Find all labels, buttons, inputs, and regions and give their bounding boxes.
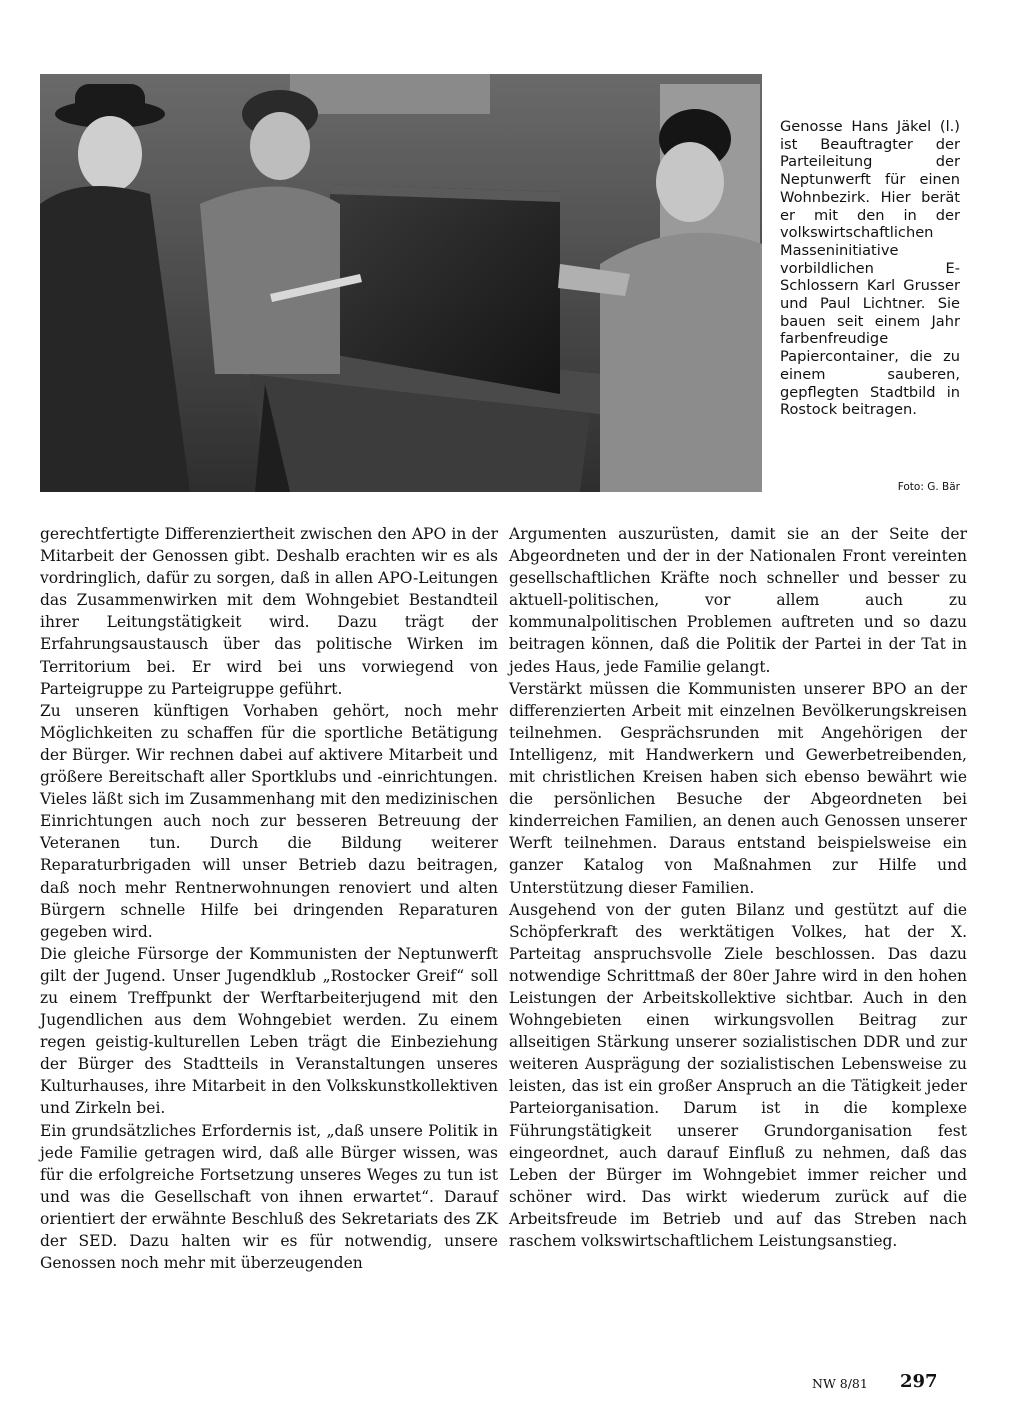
article-photo (40, 74, 762, 492)
page-number: 297 (900, 1371, 938, 1392)
left-paragraph-1: gerechtfertigte Differenziertheit zwischen den APO in der Mitarbeit der Genossen gibt. Deshalb erachten wir es als vordringlich, dafür zu sorgen, daß in allen APO-Leitungen das Zusammenwirken mit dem Wohngebiet Bestandteil ihrer Leitungstätigkeit wird. Dazu trägt der Erfahrungsaustausch über das politische Wirken im Territorium bei. Er wird bei uns vorwiegend von Parteigruppe zu Parteigruppe geführt. (40, 525, 498, 698)
right-paragraph-2: Verstärkt müssen die Kommunisten unserer BPO an der differenzierten Arbeit mit einzelnen Bevölkerungskreisen teilnehmen. Gesprächsrunden mit Angehörigen der Intelligenz, mit Handwerkern und Gewerbetreibenden, mit christlichen Kreisen haben sich ebenso bewährt wie die persönlichen Besuche der Abgeordneten bei kinderreichen Familien, an denen auch Genossen unserer Werft teilnehmen. Daraus entstand beispielsweise ein ganzer Katalog von Maßnahmen zur Hilfe und Unterstützung dieser Familien. (509, 679, 967, 897)
photo-credit: Foto: G. Bär (897, 481, 960, 493)
photo-caption (780, 118, 960, 419)
right-paragraph-3: Ausgehend von der guten Bilanz und gestützt auf die Schöpferkraft des werktätigen Volkes, hat der X. Parteitag anspruchsvolle Ziele beschlossen. Das dazu notwendige Schrittmaß der 80er Jahre wird in den hohen Leistungen der Arbeitskollektive sichtbar. Auch in den Wohngebieten einen wirkungsvollen Beitrag zur allseitigen Stärkung unserer sozialistischen DDR und zur weiteren Ausprägung der sozialistischen Lebensweise zu leisten, das ist ein großer Anspruch an die Tätigkeit jeder Parteiorganisation. Darum ist in die komplexe Führungstätigkeit unserer Grundorganisation fest eingeordnet, auch darauf Einfluß zu nehmen, daß das Leben der Bürger im Wohngebiet immer reicher und schöner wird. Das wirkt wiederum zurück auf die Arbeitsfreude im Betrieb und auf das Streben nach raschem volkswirtschaftlichem Leistungsanstieg. (509, 900, 967, 1250)
left-paragraph-4: Ein grundsätzliches Erfordernis ist, „daß unsere Politik in jede Familie getragen wird, daß alle Bürger wissen, was für die erfolgreiche Fortsetzung unseres Weges zu tun ist und was die Gesellschaft von ihnen erwartet“. Darauf orientiert der erwähnte Beschluß des Sekretariats des ZK der SED. Dazu halten wir es für notwendig, unsere Genossen noch mehr mit überzeugenden (40, 1121, 498, 1273)
photo-caption-text: Genosse Hans Jäkel (l.) ist Beauftragter der Parteileitung der Neptunwerft für einen Wohnbezirk. Hier berät er mit den in der volkswirtschaftlichen Masseninitiative vorbildlichen E-Schlossern Karl Grusser und Paul Lichtner. Sie bauen seit einem Jahr farbenfreudige Papiercontainer, die zu einem sauberen, gepflegten Stadtbild in Rostock beitragen. (780, 118, 960, 419)
left-paragraph-2: Zu unseren künftigen Vorhaben gehört, noch mehr Möglichkeiten zu schaffen für die sportliche Betätigung der Bürger. Wir rechnen dabei auf aktivere Mitarbeit und größere Bereitschaft aller Sportklubs und -einrichtungen. Vieles läßt sich im Zusammenhang mit den medizinischen Einrichtungen auch noch zur besseren Betreuung der Veteranen tun. Durch die Bildung weiterer Reparaturbrigaden will unser Betrieb dazu beitragen, daß noch mehr Rentnerwohnungen renoviert und alten Bürgern schnelle Hilfe bei dringenden Reparaturen gegeben wird. (40, 701, 498, 941)
workshop-photo-illustration (40, 74, 762, 492)
left-paragraph-3: Die gleiche Fürsorge der Kommunisten der Neptunwerft gilt der Jugend. Unser Jugendklub „Rostocker Greif“ soll zu einem Treffpunkt der Werftarbeiterjugend mit den Jugendlichen aus dem Wohngebiet werden. Zu einem regen geistig-kulturellen Leben trägt die Einbeziehung der Bürger des Stadtteils in Veranstaltungen unseres Kulturhauses, ihre Mitarbeit in den Volkskunstkollektiven und Zirkeln bei. (40, 944, 498, 1118)
right-paragraph-1: Argumenten auszurüsten, damit sie an der Seite der Abgeordneten und der in der Nationalen Front vereinten gesellschaftlichen Kräfte noch schneller und besser zu aktuell-politischen, vor allem auch zu kommunalpolitischen Problemen auftreten und so dazu beitragen können, daß die Politik der Partei in der Tat in jedes Haus, jede Familie gelangt. (509, 525, 967, 676)
article-column-left (40, 523, 498, 1274)
journal-issue: NW 8/81 (812, 1376, 868, 1391)
article-column-right (509, 523, 967, 1252)
